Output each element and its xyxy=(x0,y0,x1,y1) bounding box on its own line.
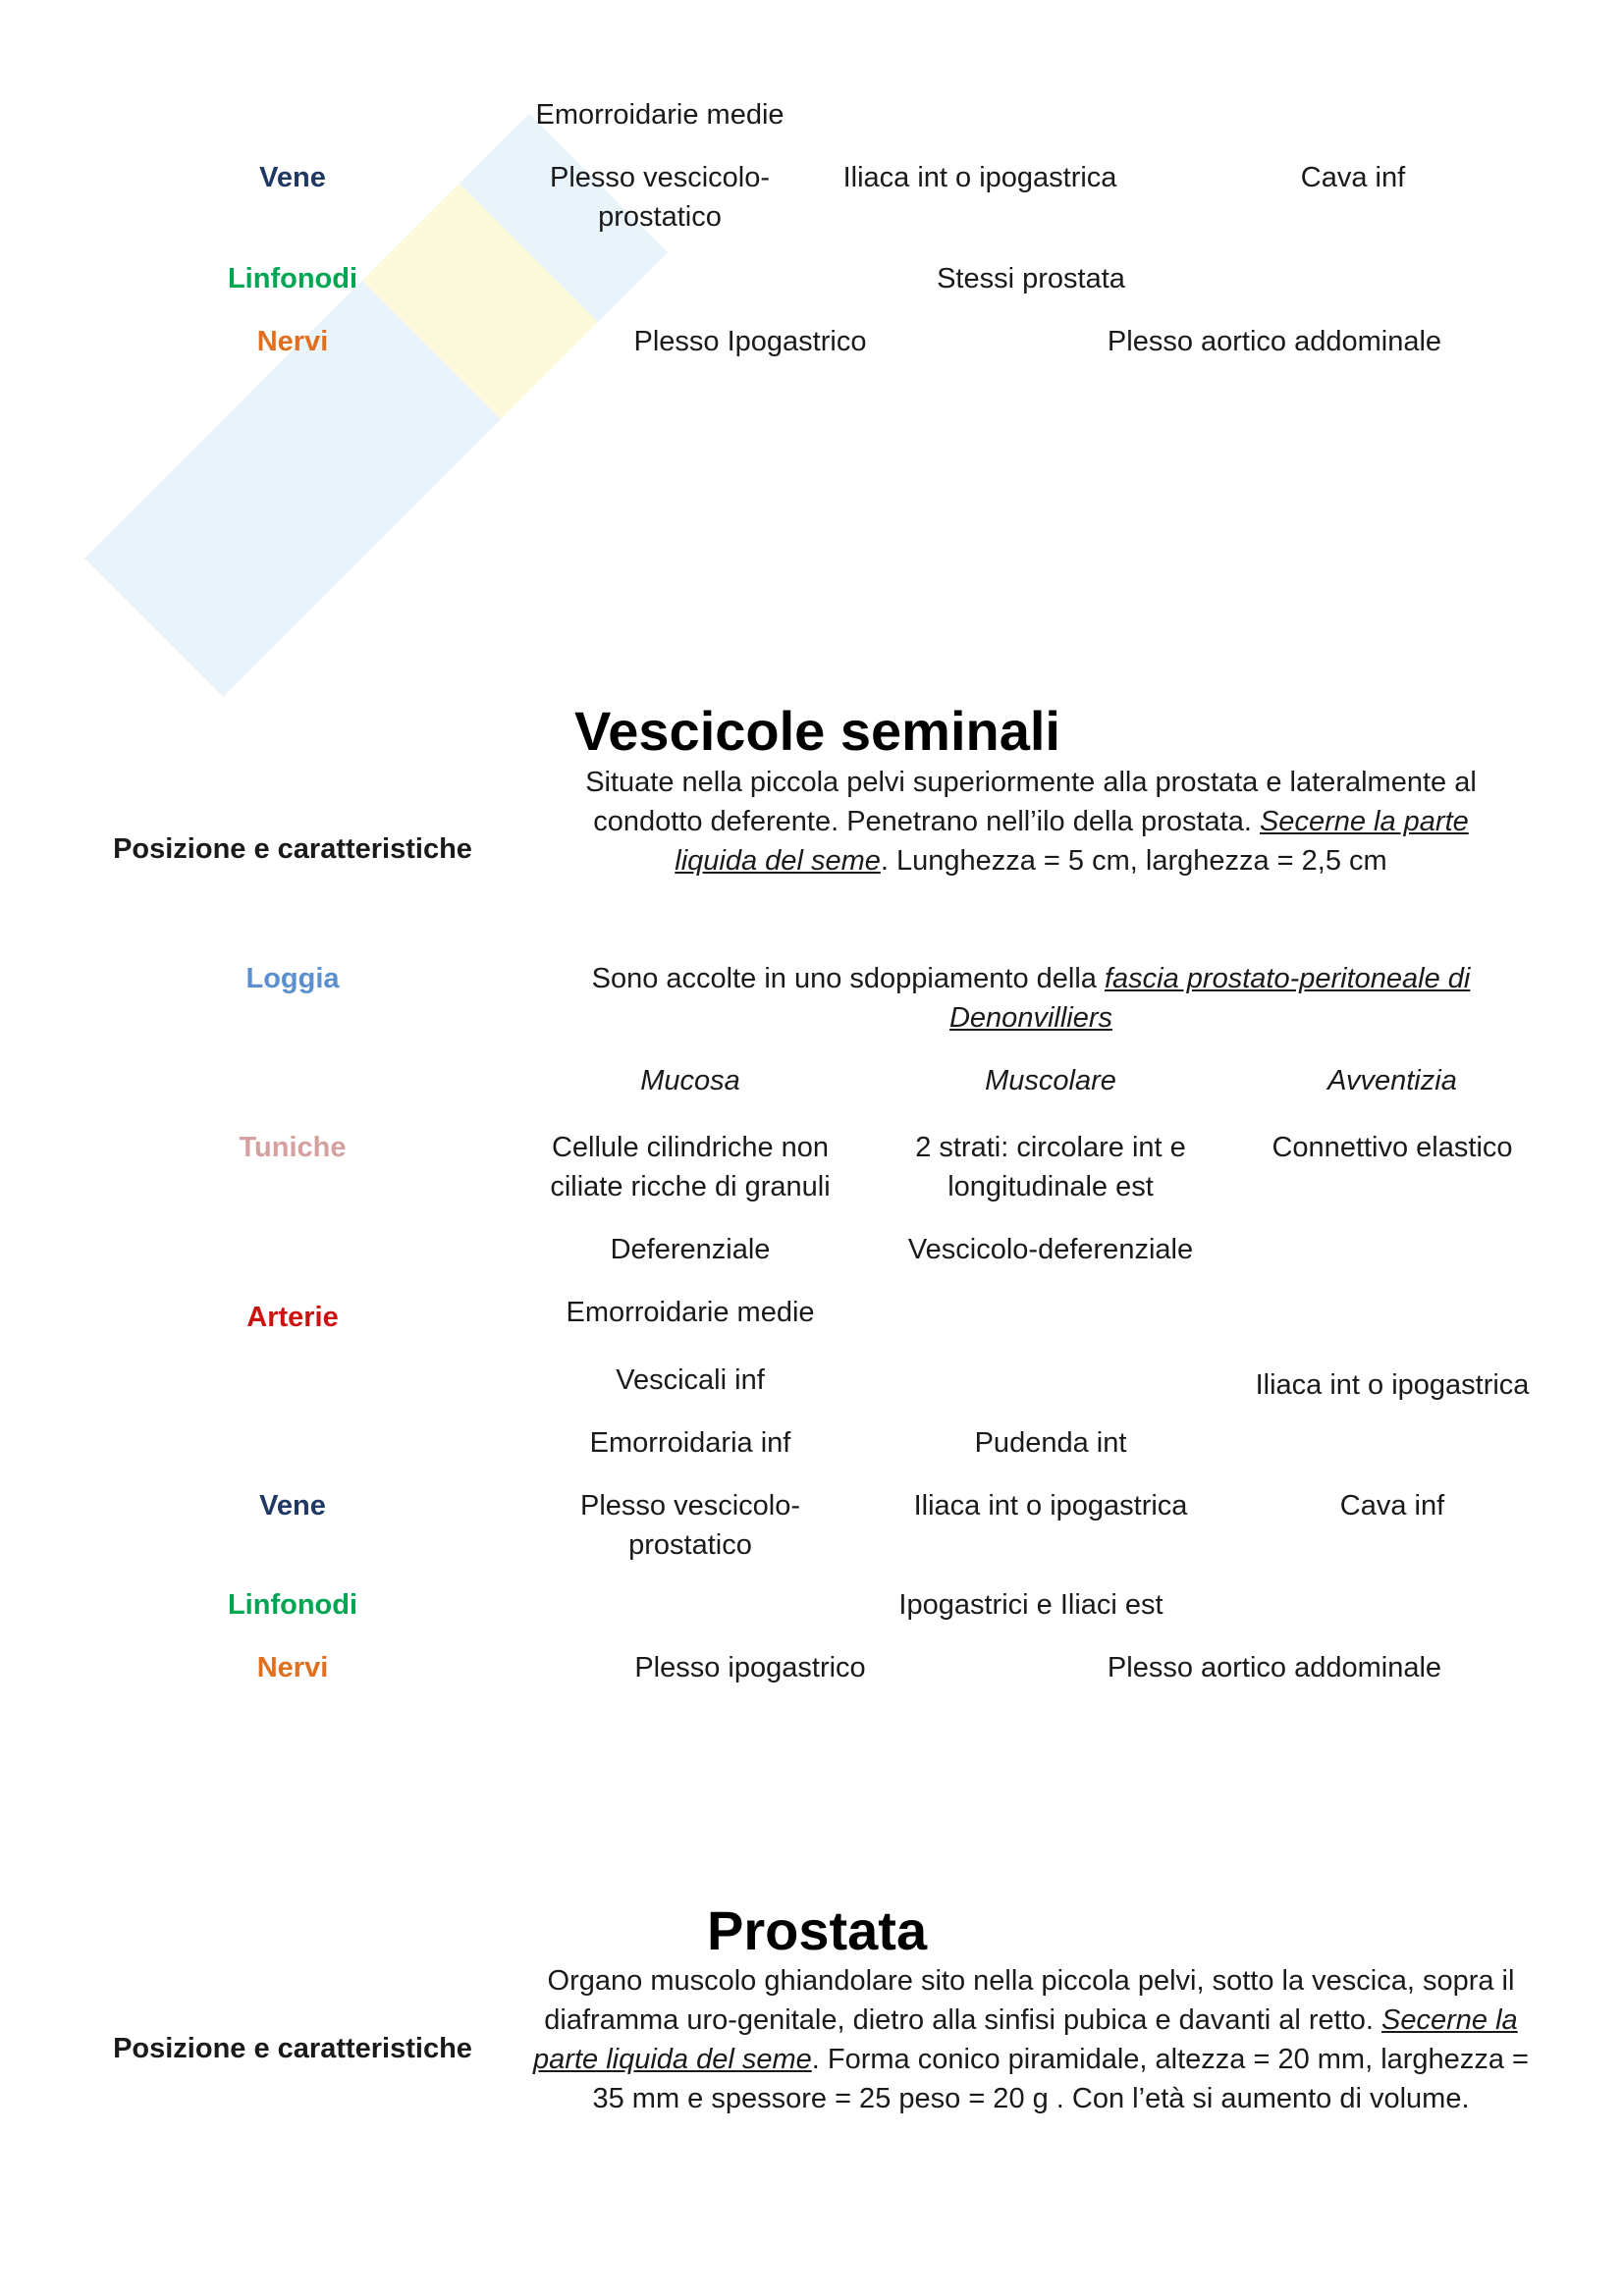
tuniche-header-mucosa: Mucosa xyxy=(640,1065,740,1096)
vescicole-nervi-aortico: Plesso aortico addominale xyxy=(1107,1652,1442,1683)
tuniche-header-avventizia: Avventizia xyxy=(1327,1065,1457,1096)
prostata-posizione-underlined: Secerne la parte liquida del seme xyxy=(533,2004,1518,2075)
arterie-deferenziale: Deferenziale xyxy=(610,1234,771,1265)
arterie-vescicali-inf: Vescicali inf xyxy=(616,1364,765,1396)
prostata-posizione-text2: . Forma conico piramidale, altezza = 20 mm, larghezza = 35 mm e spessore = 25 peso = 20 g . Con l’età si aumento di volume. xyxy=(592,2044,1529,2114)
top-vene-plesso: Plesso vescicolo-prostatico xyxy=(549,162,771,233)
vescicole-posizione-underlined: Secerne la parte liquida del seme xyxy=(675,806,1469,877)
vescicole-nervi-label: Nervi xyxy=(256,1652,329,1683)
arterie-emorroidaria-inf: Emorroidaria inf xyxy=(589,1427,791,1459)
vescicole-loggia-text xyxy=(550,959,1512,1038)
arterie-origin-iliaca: Iliaca int o ipogastrica xyxy=(1255,1369,1530,1401)
top-vene-iliaca: Iliaca int o ipogastrica xyxy=(842,162,1117,193)
vescicole-vene-plesso: Plesso vescicolo-prostatico xyxy=(579,1490,801,1561)
prostata-posizione-text xyxy=(520,1961,1542,2118)
tuniche-muscolare-value: 2 strati: circolare int e longitudinale est xyxy=(915,1132,1186,1202)
top-linfonodi-label: Linfonodi xyxy=(227,263,358,294)
vescicole-loggia-underlined: fascia prostato-peritoneale di Denonvilliers xyxy=(948,963,1471,1034)
vescicole-loggia-label: Loggia xyxy=(245,963,340,994)
top-nervi-label: Nervi xyxy=(256,326,329,357)
vescicole-nervi-ipogastrico: Plesso ipogastrico xyxy=(634,1652,866,1683)
tuniche-header-muscolare: Muscolare xyxy=(985,1065,1116,1096)
vescicole-posizione-label: Posizione e caratteristiche xyxy=(113,833,472,865)
vescicole-linfonodi-label: Linfonodi xyxy=(227,1589,358,1621)
vescicole-arterie-label: Arterie xyxy=(246,1302,339,1333)
top-arterie-emorroidarie-medie: Emorroidarie medie xyxy=(535,99,784,131)
vescicole-title: Vescicole seminali xyxy=(574,700,1060,762)
vescicole-linfonodi-value: Ipogastrici e Iliaci est xyxy=(898,1589,1163,1621)
vescicole-vene-label: Vene xyxy=(259,1490,326,1522)
vescicole-vene-cava: Cava inf xyxy=(1339,1490,1445,1522)
vescicole-tuniche-label: Tuniche xyxy=(239,1132,347,1163)
arterie-vescicolo-deferenziale: Vescicolo-deferenziale xyxy=(907,1234,1194,1265)
tuniche-mucosa-value: Cellule cilindriche non ciliate ricche di granuli xyxy=(550,1132,831,1202)
vescicole-posizione-text xyxy=(550,763,1512,881)
vescicole-loggia-text1: Sono accolte in uno sdoppiamento della xyxy=(591,963,1105,994)
vescicole-vene-iliaca: Iliaca int o ipogastrica xyxy=(913,1490,1188,1522)
arterie-pudenda-int: Pudenda int xyxy=(974,1427,1127,1459)
top-vene-label: Vene xyxy=(259,162,326,193)
top-nervi-aortico: Plesso aortico addominale xyxy=(1107,326,1442,357)
arterie-emorroidarie-medie: Emorroidarie medie xyxy=(566,1297,815,1328)
tuniche-avventizia-value: Connettivo elastico xyxy=(1271,1132,1513,1163)
vescicole-posizione-text1: Situate nella piccola pelvi superiormente alla prostata e lateralmente al condotto deferente. Penetrano nell’ilo della prostata. xyxy=(585,767,1477,837)
top-vene-cava: Cava inf xyxy=(1300,162,1406,193)
prostata-title: Prostata xyxy=(707,1899,928,1961)
top-nervi-ipogastrico: Plesso Ipogastrico xyxy=(633,326,867,357)
top-linfonodi-value: Stessi prostata xyxy=(937,263,1125,294)
prostata-posizione-text1: Organo muscolo ghiandolare sito nella piccola pelvi, sotto la vescica, sopra il diaframma uro-genitale, dietro alla sinfisi pubica e davanti al retto. xyxy=(544,1965,1515,2036)
prostata-posizione-label: Posizione e caratteristiche xyxy=(113,2033,472,2064)
vescicole-posizione-text2: . Lunghezza = 5 cm, larghezza = 2,5 cm xyxy=(880,845,1387,877)
